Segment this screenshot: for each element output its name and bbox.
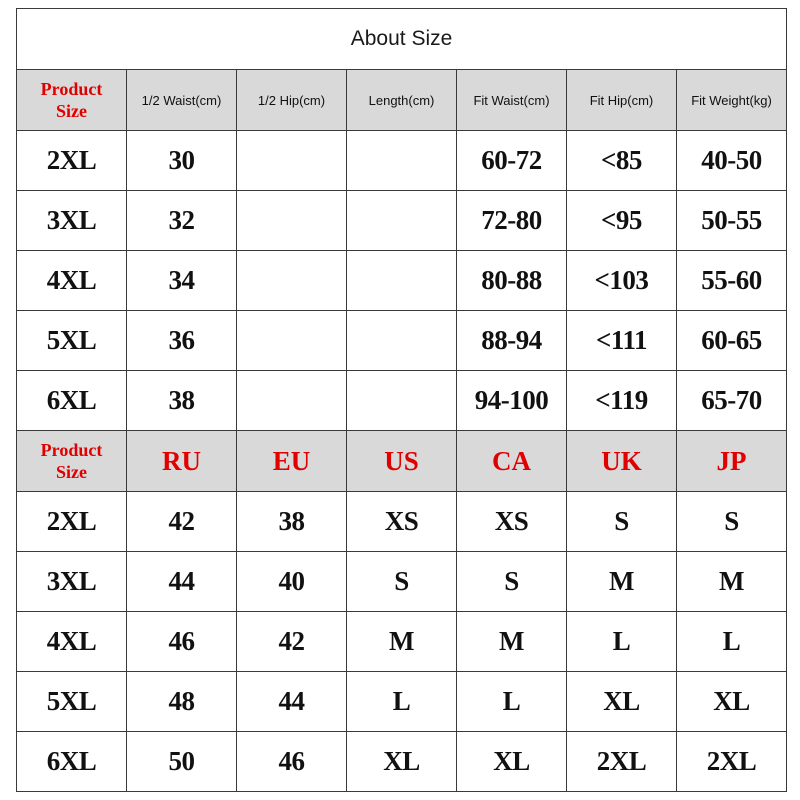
fit-waist-cell: 72-80 xyxy=(457,191,567,251)
jp-cell: S xyxy=(677,492,787,552)
uk-cell: S xyxy=(567,492,677,552)
eu-cell: 42 xyxy=(237,612,347,672)
measurement-row xyxy=(17,131,787,191)
us-cell: L xyxy=(347,672,457,732)
jp-cell: M xyxy=(677,552,787,612)
half-waist-cell: 34 xyxy=(127,251,237,311)
uk-cell: L xyxy=(567,612,677,672)
measurement-row xyxy=(17,251,787,311)
size-cell: 5XL xyxy=(17,672,127,732)
fit-weight-cell: 55-60 xyxy=(677,251,787,311)
size-cell: 2XL xyxy=(17,131,127,191)
half-hip-cell xyxy=(237,131,347,191)
half-hip-cell xyxy=(237,251,347,311)
fit-weight-cell: 50-55 xyxy=(677,191,787,251)
length-cell xyxy=(347,311,457,371)
title-row xyxy=(17,9,787,70)
fit-waist-cell: 94-100 xyxy=(457,371,567,431)
half-hip-cell xyxy=(237,371,347,431)
ru-cell: 42 xyxy=(127,492,237,552)
conversion-row xyxy=(17,492,787,552)
conversion-row xyxy=(17,552,787,612)
size-cell: 6XL xyxy=(17,371,127,431)
jp-cell: 2XL xyxy=(677,732,787,792)
conversion-header-row xyxy=(17,431,787,492)
header-us: US xyxy=(347,431,457,492)
header-fit-hip: Fit Hip(cm) xyxy=(567,70,677,131)
size-cell: 4XL xyxy=(17,251,127,311)
length-cell xyxy=(347,131,457,191)
fit-weight-cell: 60-65 xyxy=(677,311,787,371)
header-fit-weight: Fit Weight(kg) xyxy=(677,70,787,131)
ru-cell: 48 xyxy=(127,672,237,732)
header-eu: EU xyxy=(237,431,347,492)
size-cell: 2XL xyxy=(17,492,127,552)
us-cell: XS xyxy=(347,492,457,552)
size-chart-table xyxy=(16,8,787,792)
uk-cell: 2XL xyxy=(567,732,677,792)
half-waist-cell: 32 xyxy=(127,191,237,251)
fit-hip-cell: <119 xyxy=(567,371,677,431)
header-ca: CA xyxy=(457,431,567,492)
conversion-row xyxy=(17,612,787,672)
fit-hip-cell: <111 xyxy=(567,311,677,371)
length-cell xyxy=(347,251,457,311)
ca-cell: L xyxy=(457,672,567,732)
header-half-waist: 1/2 Waist(cm) xyxy=(127,70,237,131)
size-cell: 4XL xyxy=(17,612,127,672)
half-hip-cell xyxy=(237,311,347,371)
chart-title: About Size xyxy=(17,9,787,70)
measurement-row xyxy=(17,311,787,371)
ca-cell: S xyxy=(457,552,567,612)
header-fit-waist: Fit Waist(cm) xyxy=(457,70,567,131)
half-waist-cell: 30 xyxy=(127,131,237,191)
fit-hip-cell: <103 xyxy=(567,251,677,311)
header-uk: UK xyxy=(567,431,677,492)
header-half-hip: 1/2 Hip(cm) xyxy=(237,70,347,131)
ru-cell: 46 xyxy=(127,612,237,672)
half-waist-cell: 38 xyxy=(127,371,237,431)
ca-cell: XL xyxy=(457,732,567,792)
size-cell: 5XL xyxy=(17,311,127,371)
half-waist-cell: 36 xyxy=(127,311,237,371)
ru-cell: 50 xyxy=(127,732,237,792)
jp-cell: L xyxy=(677,612,787,672)
length-cell xyxy=(347,371,457,431)
fit-waist-cell: 88-94 xyxy=(457,311,567,371)
size-cell: 3XL xyxy=(17,552,127,612)
length-cell xyxy=(347,191,457,251)
us-cell: M xyxy=(347,612,457,672)
fit-hip-cell: <95 xyxy=(567,191,677,251)
ca-cell: XS xyxy=(457,492,567,552)
product-size-header: Product Size xyxy=(17,431,127,492)
header-ru: RU xyxy=(127,431,237,492)
us-cell: S xyxy=(347,552,457,612)
ru-cell: 44 xyxy=(127,552,237,612)
half-hip-cell xyxy=(237,191,347,251)
measurement-header-row xyxy=(17,70,787,131)
size-cell: 6XL xyxy=(17,732,127,792)
header-jp: JP xyxy=(677,431,787,492)
fit-weight-cell: 40-50 xyxy=(677,131,787,191)
uk-cell: XL xyxy=(567,672,677,732)
eu-cell: 38 xyxy=(237,492,347,552)
fit-weight-cell: 65-70 xyxy=(677,371,787,431)
header-length: Length(cm) xyxy=(347,70,457,131)
ca-cell: M xyxy=(457,612,567,672)
size-cell: 3XL xyxy=(17,191,127,251)
eu-cell: 44 xyxy=(237,672,347,732)
uk-cell: M xyxy=(567,552,677,612)
eu-cell: 46 xyxy=(237,732,347,792)
eu-cell: 40 xyxy=(237,552,347,612)
fit-waist-cell: 80-88 xyxy=(457,251,567,311)
fit-waist-cell: 60-72 xyxy=(457,131,567,191)
us-cell: XL xyxy=(347,732,457,792)
measurement-row xyxy=(17,191,787,251)
measurement-row xyxy=(17,371,787,431)
jp-cell: XL xyxy=(677,672,787,732)
conversion-row xyxy=(17,672,787,732)
conversion-row xyxy=(17,732,787,792)
product-size-header: Product Size xyxy=(17,70,127,131)
fit-hip-cell: <85 xyxy=(567,131,677,191)
